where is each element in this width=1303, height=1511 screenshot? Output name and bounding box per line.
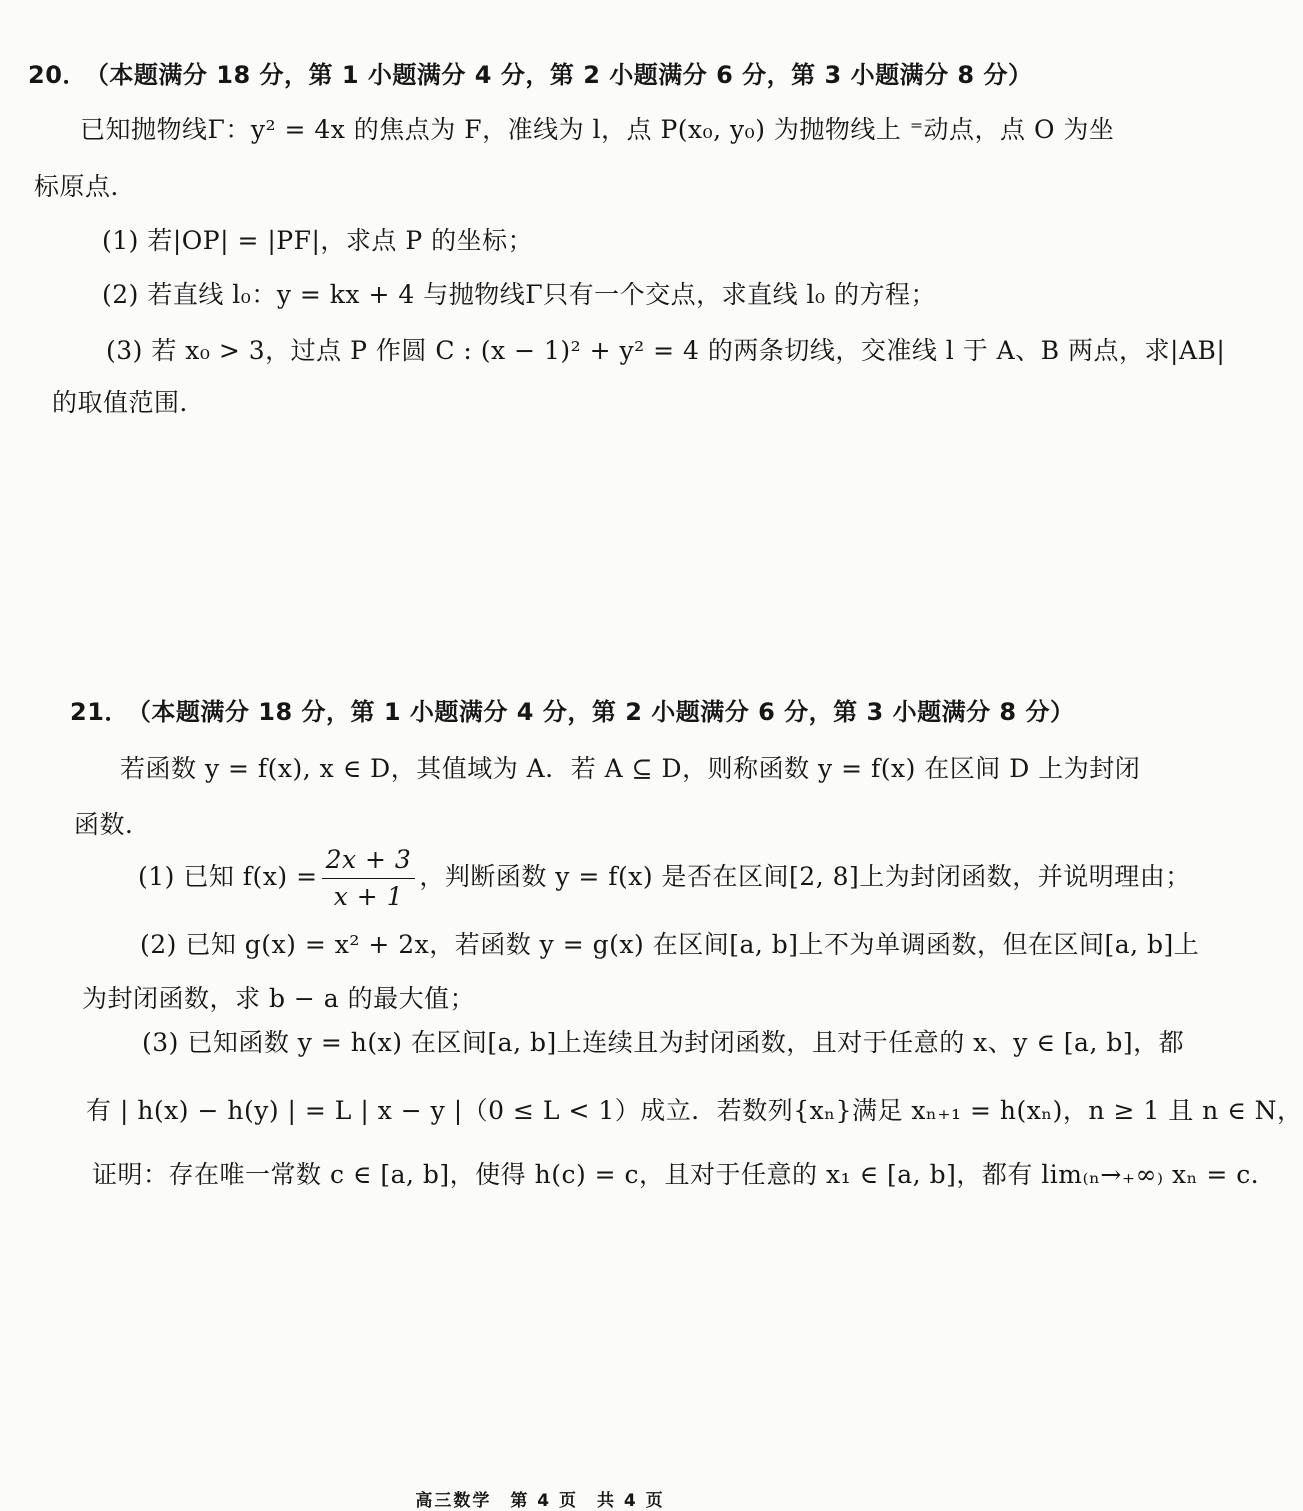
q20-number: 20． bbox=[28, 61, 87, 89]
q21-part1-numerator: 2x + 3 bbox=[322, 842, 416, 879]
q20-stem-line2: 标原点． bbox=[34, 172, 137, 201]
q21-part2-line2: 为封闭函数，求 b − a 的最大值； bbox=[82, 984, 476, 1013]
q21-number: 21． bbox=[70, 698, 129, 726]
q20-part1: (1) 若|OP| = |PF|，求点 P 的坐标； bbox=[102, 226, 534, 255]
q21-part3-line3: 证明：存在唯一常数 c ∈ [a, b]，使得 h(c) = c，且对于任意的 x₁ ∈ [a, b]，都有 lim₍ₙ→₊∞₎ xₙ = c． bbox=[92, 1160, 1277, 1189]
q20-part3-line1: (3) 若 x₀ > 3，过点 P 作圆 C : (x − 1)² + y² = 4 的两条切线，交准线 l 于 A、B 两点，求|AB| bbox=[106, 336, 1226, 365]
q21-part1-denominator: x + 1 bbox=[333, 882, 404, 911]
q21-part1-fraction bbox=[322, 842, 416, 915]
q20-header-line bbox=[28, 58, 1032, 92]
q21-part1-prefix: (1) 已知 f(x) = bbox=[138, 862, 318, 891]
page-footer: 高三数学 第 4 页 共 4 页 bbox=[415, 1491, 665, 1511]
q21-stem-line2: 函数． bbox=[74, 810, 151, 839]
q21-score-header: （本题满分 18 分，第 1 小题满分 4 分，第 2 小题满分 6 分，第 3 小题满分 8 分） bbox=[138, 698, 1075, 726]
q21-part1-suffix: ，判断函数 y = f(x) 是否在区间[2, 8]上为封闭函数，并说明理由； bbox=[419, 862, 1191, 891]
q21-part3-line1: (3) 已知函数 y = h(x) 在区间[a, b]上连续且为封闭函数，且对于任意的 x、y ∈ [a, b]，都 bbox=[142, 1028, 1185, 1057]
q20-part3-line2: 的取值范围． bbox=[52, 388, 206, 417]
q21-part1 bbox=[138, 840, 1191, 915]
q20-part2: (2) 若直线 l₀：y = kx + 4 与抛物线Γ只有一个交点，求直线 l₀ 的方程； bbox=[102, 280, 936, 309]
q21-header-line bbox=[70, 695, 1074, 729]
q21-part2-line1: (2) 已知 g(x) = x² + 2x，若函数 y = g(x) 在区间[a, b]上不为单调函数，但在区间[a, b]上 bbox=[140, 930, 1200, 959]
q20-stem-line1: 已知抛物线Γ：y² = 4x 的焦点为 F，准线为 l，点 P(x₀, y₀) 为抛物线上 ⁼动点，点 O 为坐 bbox=[80, 115, 1115, 144]
q20-score-header: （本题满分 18 分，第 1 小题满分 4 分，第 2 小题满分 6 分，第 3 小题满分 8 分） bbox=[96, 61, 1033, 89]
q21-part3-line2: 有 | h(x) − h(y) | = L | x − y |（0 ≤ L < 1）成立．若数列{xₙ}满足 xₙ₊₁ = h(xₙ)，n ≥ 1 且 n ∈ N， bbox=[86, 1096, 1303, 1125]
q21-stem-line1: 若函数 y = f(x), x ∈ D，其值域为 A．若 A ⊆ D，则称函数 y = f(x) 在区间 D 上为封闭 bbox=[120, 754, 1141, 783]
